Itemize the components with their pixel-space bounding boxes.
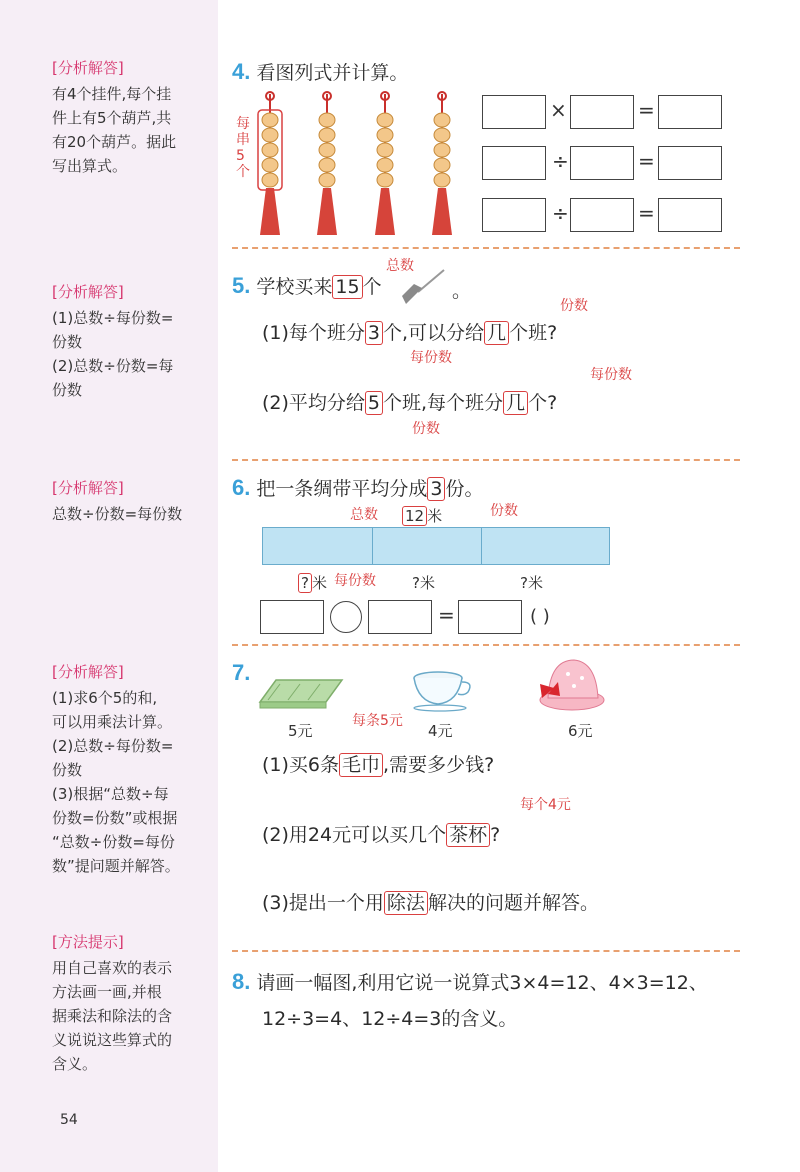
highlighted-word: 茶杯 <box>446 823 490 847</box>
question-text: 请画一幅图,利用它说一说算式3×4=12、4×3=12、 <box>256 972 708 994</box>
note-total: 总数 <box>386 258 414 274</box>
answer-box[interactable] <box>570 95 634 129</box>
question-text: 个班,每个班分 <box>383 392 504 414</box>
question-8-title <box>232 968 708 995</box>
gourd-string <box>432 92 452 235</box>
method-tip-line: 用自己喜欢的表示 <box>52 959 173 977</box>
highlighted-number: 12 <box>402 506 427 526</box>
method-tip-line: 方法画一画,并根 <box>52 983 162 1001</box>
segment-length-unknown: ?米 <box>520 574 543 592</box>
teacup-icon <box>410 668 480 712</box>
equals-sign: = <box>638 98 655 122</box>
analysis-line: 可以用乘法计算。 <box>52 713 173 731</box>
teacup-price: 4元 <box>428 722 453 740</box>
analysis-line: “总数÷份数=每份 <box>52 833 175 851</box>
analysis-line: 有4个挂件,每个挂 <box>52 85 172 103</box>
method-tip-line: 义说说这些算式的 <box>52 1031 173 1049</box>
question-7-part-2 <box>262 820 500 847</box>
question-8-line-2: 12÷3=4、12÷4=3的含义。 <box>262 1008 518 1030</box>
analysis-heading: [分析解答] <box>52 283 124 301</box>
highlighted-number: 3 <box>427 477 445 501</box>
analysis-block-q5 <box>52 280 212 402</box>
gourd-string <box>375 92 395 235</box>
note-cup-price: 每个4元 <box>520 797 571 813</box>
gourd-strings-illustration <box>252 90 472 240</box>
question-text: 个? <box>528 392 558 414</box>
answer-box[interactable] <box>570 146 634 180</box>
gourd-string <box>317 92 337 235</box>
section-divider <box>232 459 740 461</box>
question-text: 个 <box>362 276 382 298</box>
section-divider <box>232 247 740 249</box>
note-fenshu: 份数 <box>412 421 440 437</box>
question-text: (2)用24元可以买几个 <box>262 824 447 846</box>
note-meifenshu: 每份数 <box>410 350 452 366</box>
question-number: 7. <box>232 660 251 685</box>
note-fenshu: 份数 <box>560 298 588 314</box>
segment-length-unknown: ?米 <box>412 574 435 592</box>
question-text: (1)每个班分 <box>262 322 365 344</box>
analysis-block-q7 <box>52 660 212 878</box>
question-4-title <box>232 58 408 85</box>
ribbon-divider <box>372 528 373 564</box>
section-divider <box>232 644 740 646</box>
answer-box[interactable] <box>482 198 546 232</box>
answer-box[interactable] <box>658 146 722 180</box>
gourd-string <box>258 92 282 235</box>
highlighted-number: 5 <box>365 391 383 415</box>
towel-price: 5元 <box>288 722 313 740</box>
answer-box[interactable] <box>482 95 546 129</box>
question-text: ,需要多少钱? <box>383 754 495 776</box>
broom-icon <box>400 266 450 306</box>
sidebar <box>0 0 218 1172</box>
section-divider <box>232 950 740 952</box>
ribbon-diagram <box>262 527 610 565</box>
note-towel-price: 每条5元 <box>352 713 403 729</box>
analysis-line: 份数 <box>52 761 83 779</box>
note-char: 5 <box>236 148 245 164</box>
note-fenshu: 份数 <box>490 503 518 519</box>
segment-length-unknown <box>298 572 327 593</box>
answer-box[interactable] <box>368 600 432 634</box>
question-5-part-1 <box>262 318 557 345</box>
ribbon-length <box>402 505 442 526</box>
answer-box[interactable] <box>458 600 522 634</box>
equals-sign: = <box>638 201 655 225</box>
analysis-line: (2)总数÷份数=每 <box>52 357 174 375</box>
analysis-line: 有20个葫芦。据此 <box>52 133 177 151</box>
multiply-sign: × <box>550 98 567 122</box>
unit-label: 米 <box>311 574 327 592</box>
question-text: 把一条绸带平均分成 <box>256 478 428 500</box>
question-text: 个,可以分给 <box>383 322 485 344</box>
analysis-line: 份数=份数”或根据 <box>52 809 178 827</box>
question-6-title <box>232 474 483 501</box>
analysis-line: (1)求6个5的和, <box>52 689 158 707</box>
analysis-line: 总数÷份数=每份数 <box>52 505 183 523</box>
equals-sign: = <box>438 603 455 627</box>
highlighted-word: 毛巾 <box>339 753 383 777</box>
unit-label: 米 <box>427 507 443 525</box>
highlighted-word: 几 <box>503 391 528 415</box>
note-total: 总数 <box>350 507 378 523</box>
highlighted-number: 15 <box>332 275 362 299</box>
method-tip-block <box>52 930 212 1076</box>
question-7-part-1 <box>262 750 494 777</box>
question-number: 4. <box>232 59 251 84</box>
analysis-heading: [分析解答] <box>52 663 124 681</box>
question-text: 个班? <box>509 322 558 344</box>
answer-box[interactable] <box>260 600 324 634</box>
analysis-line: 数”提问题并解答。 <box>52 857 180 875</box>
analysis-heading: [分析解答] <box>52 479 124 497</box>
per-string-note <box>236 116 250 180</box>
question-number: 8. <box>232 969 251 994</box>
analysis-line: 写出算式。 <box>52 157 128 175</box>
unit-paren: ( ) <box>530 606 550 627</box>
answer-box[interactable] <box>658 198 722 232</box>
ribbon-divider <box>481 528 482 564</box>
question-number: 6. <box>232 475 251 500</box>
analysis-line: (1)总数÷每份数= <box>52 309 174 327</box>
question-text: (1)买6条 <box>262 754 340 776</box>
analysis-line: 件上有5个葫芦,共 <box>52 109 172 127</box>
highlighted-word: 几 <box>484 321 509 345</box>
highlighted-word: 除法 <box>384 891 428 915</box>
divide-sign: ÷ <box>552 149 569 173</box>
hat-icon <box>534 654 606 714</box>
analysis-block-q4 <box>52 56 212 178</box>
question-number: 5. <box>232 273 251 298</box>
operator-circle[interactable] <box>330 601 362 633</box>
method-tip-heading: [方法提示] <box>52 933 124 951</box>
note-meifenshu: 每份数 <box>334 573 376 589</box>
question-text: (2)平均分给 <box>262 392 365 414</box>
question-5-title <box>232 272 382 299</box>
answer-box[interactable] <box>658 95 722 129</box>
question-text: 。 <box>452 280 472 302</box>
note-char: 每 <box>236 116 250 132</box>
method-tip-line: 含义。 <box>52 1055 98 1073</box>
question-text: 解决的问题并解答。 <box>427 892 599 914</box>
analysis-line: 份数 <box>52 381 83 399</box>
question-text: ? <box>490 824 501 846</box>
analysis-line: 份数 <box>52 333 83 351</box>
page-number: 54 <box>60 1112 78 1128</box>
analysis-block-q6 <box>52 476 212 526</box>
analysis-line: (3)根据“总数÷每 <box>52 785 169 803</box>
answer-box[interactable] <box>482 146 546 180</box>
analysis-line: (2)总数÷每份数= <box>52 737 174 755</box>
question-7-title <box>232 660 256 686</box>
question-text: 看图列式并计算。 <box>256 62 409 84</box>
question-7-part-3 <box>262 888 599 915</box>
analysis-heading: [分析解答] <box>52 59 124 77</box>
note-char: 个 <box>236 164 250 180</box>
answer-box[interactable] <box>570 198 634 232</box>
note-char: 串 <box>236 132 250 148</box>
hat-price: 6元 <box>568 722 593 740</box>
method-tip-line: 据乘法和除法的含 <box>52 1007 173 1025</box>
highlighted-number: 3 <box>365 321 383 345</box>
highlighted-question: ? <box>298 573 312 593</box>
note-meifenshu: 每份数 <box>590 367 632 383</box>
towel-icon <box>256 672 346 712</box>
question-text: 学校买来 <box>256 276 333 298</box>
divide-sign: ÷ <box>552 201 569 225</box>
question-text: (3)提出一个用 <box>262 892 384 914</box>
question-5-part-2 <box>262 388 557 415</box>
equals-sign: = <box>638 149 655 173</box>
question-text: 份。 <box>445 478 484 500</box>
